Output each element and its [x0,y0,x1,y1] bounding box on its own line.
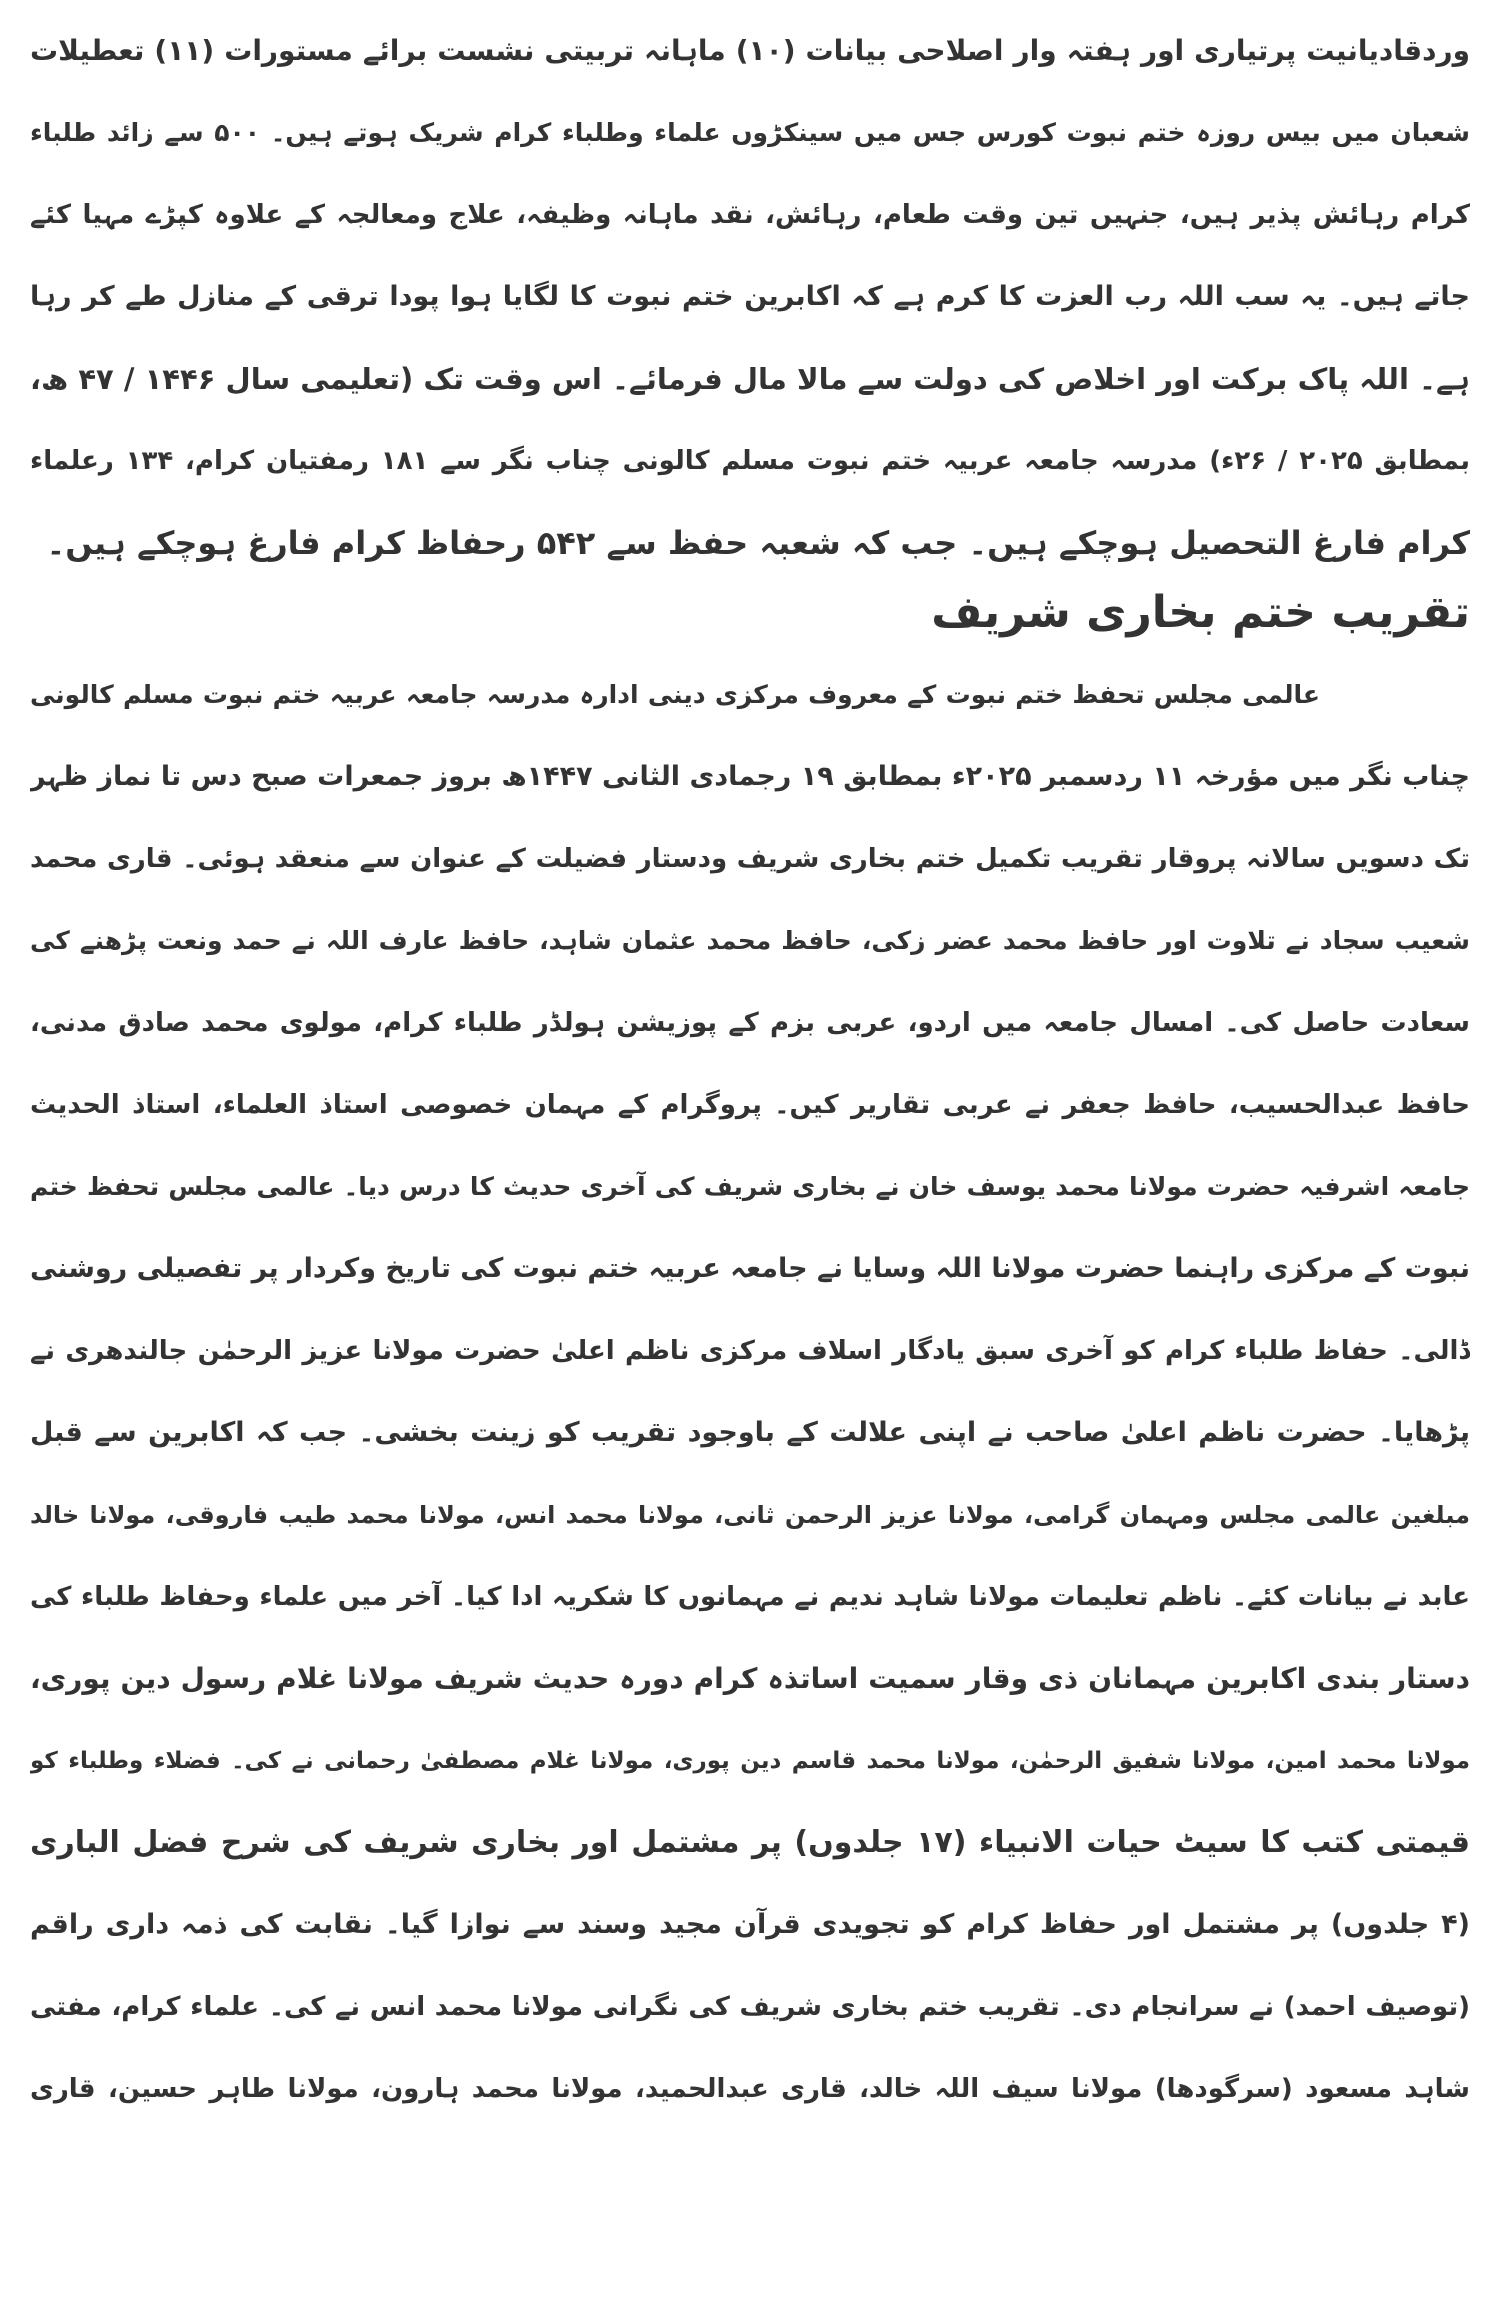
text-line: شعبان میں بیس روزہ ختم نبوت کورس جس میں سینکڑوں علماء وطلباء کرام شریک ہوتے ہیں۔ ۵۰۰ سے زائد طلباء [30,118,1470,147]
text-line: حافظ عبدالحسیب، حافظ جعفر نے عربی تقاریر کیں۔ پروگرام کے مہمان خصوصی استاذ العلماء، استاذ الحدیث [30,1090,1470,1120]
text-line: کرام فارغ التحصیل ہوچکے ہیں۔ جب کہ شعبہ حفظ سے ۵۴۲ رحفاظ کرام فارغ ہوچکے ہیں۔ [46,524,1470,562]
text-line: دستار بندی اکابرین مہمانان ذی وقار سمیت اساتذہ کرام دورہ حدیث شریف مولانا غلام رسول دین پوری، [30,1662,1470,1695]
text-line: عابد نے بیانات کئے۔ ناظم تعلیمات مولانا شاہد ندیم نے مہمانوں کا شکریہ ادا کیا۔ آخر میں علماء وحفاظ طلباء کی [30,1582,1470,1612]
text-line: جاتے ہیں۔ یہ سب اللہ رب العزت کا کرم ہے کہ اکابرین ختم نبوت کا لگایا ہوا پودا ترقی کے منازل طے کر رہا [30,281,1470,312]
text-line: چناب نگر میں مؤرخہ ۱۱ ردسمبر ۲۰۲۵ء بمطابق ۱۹ رجمادی الثانی ۱۴۴۷ھ بروز جمعرات صبح دس تا نماز ظہر [30,761,1470,792]
text-line: تک دسویں سالانہ پروقار تقریب تکمیل ختم بخاری شریف ودستار فضیلت کے عنوان سے منعقد ہوئی۔ قاری محمد [30,844,1470,874]
text-line: جامعہ اشرفیہ حضرت مولانا محمد یوسف خان نے بخاری شریف کی آخری حدیث کا درس دیا۔ عالمی مجلس تحفظ ختم [30,1172,1470,1201]
text-line: شاہد مسعود (سرگودھا) مولانا سیف اللہ خالد، قاری عبدالحمید، مولانا محمد ہارون، مولانا طاہر حسین، قاری [30,2074,1470,2104]
text-line: کرام رہائش پذیر ہیں، جنہیں تین وقت طعام، رہائش، نقد ماہانہ وظیفہ، علاج ومعالجہ کے علاوہ کپڑے مہیا کئے [30,200,1470,230]
text-line: نبوت کے مرکزی راہنما حضرت مولانا اللہ وسایا نے جامعہ عربیہ ختم نبوت کی تاریخ وکردار پر تفصیلی روشنی [30,1253,1470,1284]
text-line: ڈالی۔ حفاظ طلباء کرام کو آخری سبق یادگار اسلاف مرکزی ناظم اعلیٰ حضرت مولانا عزیز الرحمٰن جالندھری نے [30,1336,1470,1366]
text-line: (۴ جلدوں) پر مشتمل اور حفاظ کرام کو تجویدی قرآن مجید وسند سے نوازا گیا۔ نقابت کی ذمہ داری راقم [30,1909,1470,1940]
text-line: مبلغین عالمی مجلس ومہمان گرامی، مولانا عزیز الرحمن ثانی، مولانا محمد انس، مولانا محمد طیب فاروقی، مولانا خالد [30,1501,1470,1529]
text-line: شعیب سجاد نے تلاوت اور حافظ محمد عضر زکی، حافظ محمد عثمان شاہد، حافظ عارف اللہ نے حمد ونعت پڑھنے کی [30,926,1470,955]
text-line: بمطابق ۲۰۲۵ / ۲۶ء) مدرسہ جامعہ عربیہ ختم نبوت مسلم کالونی چناب نگر سے ۱۸۱ رمفتیان کرام، ۱۳۴ رعلماء [30,446,1470,476]
text-line: ہے۔ اللہ پاک برکت اور اخلاص کی دولت سے مالا مال فرمائے۔ اس وقت تک (تعلیمی سال ۱۴۴۶ / ۴۷ ھ، [30,362,1470,396]
text-line: وردقادیانیت پرتیاری اور ہفتہ وار اصلاحی بیانات (۱۰) ماہانہ تربیتی نشست برائے مستورات (۱۱) تعطیلات [30,34,1470,67]
section-heading: تقریب ختم بخاری شریف [931,587,1470,638]
text-line: پڑھایا۔ حضرت ناظم اعلیٰ صاحب نے اپنی علالت کے باوجود تقریب کو زینت بخشی۔ جب کہ اکابرین سے قبل [30,1417,1470,1448]
text-line: عالمی مجلس تحفظ ختم نبوت کے معروف مرکزی دینی ادارہ مدرسہ جامعہ عربیہ ختم نبوت مسلم کالونی [30,680,1320,709]
text-line: (توصیف احمد) نے سرانجام دی۔ تقریب ختم بخاری شریف کی نگرانی مولانا محمد انس نے کی۔ علماء کرام، مفتی [30,1992,1470,2022]
text-line: قیمتی کتب کا سیٹ حیات الانبیاء (۱۷ جلدوں) پر مشتمل اور بخاری شریف کی شرح فضل الباری [30,1825,1470,1860]
text-line: سعادت حاصل کی۔ امسال جامعہ میں اردو، عربی بزم کے پوزیشن ہولڈر طلباء کرام، مولوی محمد صادق مدنی، [30,1008,1470,1038]
document-page [30,0,1470,2300]
text-line: مولانا محمد امین، مولانا شفیق الرحمٰن، مولانا محمد قاسم دین پوری، مولانا غلام مصطفیٰ رحمانی نے کی۔ فضلاء وطلباء کو [30,1748,1470,1774]
